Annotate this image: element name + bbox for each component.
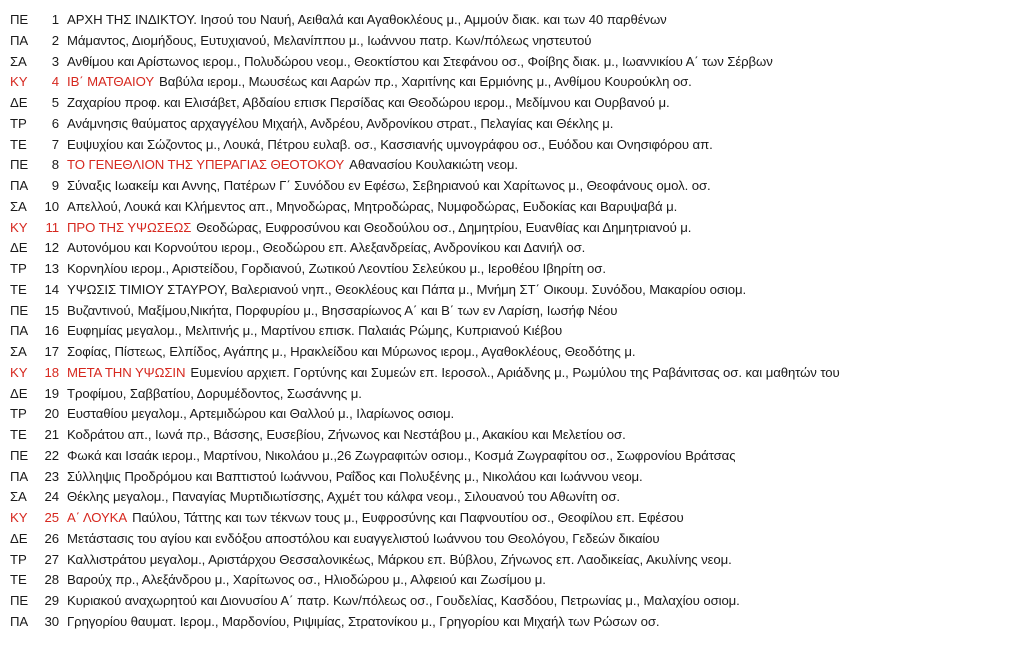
calendar-row [10, 489, 1020, 510]
saints-list: Κυριακού αναχωρητού και Διονυσίου Α΄ πατρ. Κων/πόλεως οσ., Γουδελίας, Κασδόου, Πετρωνίας μ., Μαλαχίου οσιομ. [67, 593, 740, 608]
date-number: 18 [44, 364, 59, 380]
weekday-label: ΣΑ [10, 344, 27, 359]
saints-list: Θεοδώρας, Ευφροσύνου και Θεοδούλου οσ., Δημητρίου, Ευανθίας και Δημητριανού μ. [196, 219, 692, 235]
date-number: 12 [44, 240, 59, 256]
calendar-row [10, 12, 1020, 33]
date-number: 22 [44, 447, 59, 463]
saints-list: Απελλού, Λουκά και Κλήμεντος απ., Μηνοδώρας, Μητροδώρας, Νυμφοδώρας, Ευδοκίας και Βαρυψαβά μ. [67, 198, 678, 214]
calendar-row [10, 593, 1020, 614]
saints-list: Ευφημίας μεγαλομ., Μελιτινής μ., Μαρτίνου επισκ. Παλαιάς Ρώμης, Κυπριανού Κιέβου [67, 323, 563, 339]
feast-title: ΜΕΤΑ ΤΗΝ ΥΨΩΣΙΝ [67, 364, 186, 380]
date-number: 24 [44, 489, 59, 505]
saints-list: Κοδράτου απ., Ιωνά πρ., Βάσσης, Ευσεβίου, Ζήνωνος και Νεστάβου μ., Ακακίου και Μελετίου οσ. [67, 427, 626, 442]
date-number: 9 [51, 178, 59, 193]
saints-list: Ανάμνησις θαύματος αρχαγγέλου Μιχαήλ, Ανδρέου, Ανδρονίκου στρατ., Πελαγίας και Θέκλης μ. [67, 115, 614, 131]
calendar-row [10, 220, 1020, 241]
saints-calendar [10, 12, 1020, 635]
calendar-row [10, 116, 1020, 137]
weekday-label: ΠΕ [10, 157, 29, 173]
weekday-label: ΚΥ [10, 219, 28, 235]
calendar-row [10, 427, 1020, 448]
weekday-label: ΠΑ [10, 32, 29, 48]
date-number: 27 [44, 551, 59, 567]
date-number: 21 [44, 427, 59, 442]
date-number: 30 [44, 613, 59, 629]
calendar-row [10, 137, 1020, 158]
saints-list: Αθανασίου Κουλακιώτη νεομ. [349, 157, 518, 173]
date-number: 10 [44, 198, 59, 214]
weekday-label: ΔΕ [10, 385, 28, 401]
calendar-row [10, 95, 1020, 116]
feast-title: ΠΡΟ ΤΗΣ ΥΨΩΣΕΩΣ [67, 219, 192, 235]
date-number: 23 [44, 468, 59, 484]
weekday-label: ΚΥ [10, 510, 28, 525]
calendar-row [10, 510, 1020, 531]
date-number: 1 [51, 12, 59, 27]
weekday-label: ΠΑ [10, 178, 29, 193]
saints-list: Ευμενίου αρχιεπ. Γορτύνης και Συμεών επ. Ιεροσολ., Αριάδνης μ., Ρωμύλου της Ραβάνιτσας οσ. και μαθητών του [190, 364, 840, 380]
date-number: 8 [51, 157, 59, 173]
date-number: 7 [51, 136, 59, 152]
calendar-row [10, 261, 1020, 282]
weekday-label: ΠΑ [10, 613, 29, 629]
date-number: 14 [44, 281, 59, 297]
weekday-label: ΚΥ [10, 74, 28, 90]
weekday-label: ΣΑ [10, 198, 27, 214]
date-number: 20 [44, 406, 59, 422]
weekday-label: ΣΑ [10, 53, 27, 69]
weekday-label: ΔΕ [10, 530, 28, 546]
weekday-label: ΤΡ [10, 406, 27, 422]
date-number: 13 [44, 261, 59, 276]
date-number: 28 [44, 572, 59, 588]
saints-list: Ανθίμου και Αρίστωνος ιερομ., Πολυδώρου νεομ., Θεοκτίστου και Στεφάνου οσ., Φοίβης διακ. μ., Ιωαννικίου Α΄ των Σέρβων [67, 53, 773, 69]
weekday-label: ΤΡ [10, 551, 27, 567]
saints-list: Σύλληψις Προδρόμου και Βαπτιστού Ιωάννου, Ραΐδος και Πολυξένης μ., Νικολάου και Ιωάννου νεομ. [67, 468, 643, 484]
calendar-row [10, 572, 1020, 593]
weekday-label: ΠΕ [10, 12, 29, 27]
saints-list: Μετάστασις του αγίου και ενδόξου αποστόλου και ευαγγελιστού Ιωάννου του Θεολόγου, Γεδεών δικαίου [67, 530, 660, 546]
date-number: 25 [44, 510, 59, 525]
date-number: 29 [44, 593, 59, 608]
date-number: 4 [51, 74, 59, 90]
weekday-label: ΤΡ [10, 115, 27, 131]
saints-list: Γρηγορίου θαυματ. Ιερομ., Μαρδονίου, Ριψιμίας, Στρατονίκου μ., Γρηγορίου και Μιχαήλ των Ρώσων οσ. [67, 613, 660, 629]
saints-list: Θέκλης μεγαλομ., Παναγίας Μυρτιδιωτίσσης, Αχμέτ του κάλφα νεομ., Σιλουανού του Αθωνίτη οσ. [67, 489, 620, 505]
calendar-row [10, 365, 1020, 386]
feast-title: ΙΒ΄ ΜΑΤΘΑΙΟΥ [67, 74, 155, 90]
weekday-label: ΤΡ [10, 261, 27, 276]
calendar-row [10, 323, 1020, 344]
weekday-label: ΤΕ [10, 427, 27, 442]
date-number: 2 [51, 32, 59, 48]
saints-list: Φωκά και Ισαάκ ιερομ., Μαρτίνου, Νικολάου μ.,26 Ζωγραφιτών οσιομ., Κοσμά Ζωγραφίτου οσ., Σωφρονίου Βράτσας [67, 447, 736, 463]
calendar-row [10, 448, 1020, 469]
date-number: 17 [44, 344, 59, 359]
weekday-label: ΤΕ [10, 136, 27, 152]
weekday-label: ΤΕ [10, 281, 27, 297]
saints-list: Αυτονόμου και Κορνούτου ιερομ., Θεοδώρου επ. Αλεξανδρείας, Ανδρονίκου και Δανιήλ οσ. [67, 240, 586, 256]
calendar-row [10, 531, 1020, 552]
saints-list: ΥΨΩΣΙΣ ΤΙΜΙΟΥ ΣΤΑΥΡΟΥ, Βαλεριανού νηπ., Θεοκλέους και Πάπα μ., Μνήμη ΣΤ΄ Οικουμ. Συνόδου, Μακαρίου οσιομ. [67, 281, 747, 297]
saints-list: Ευψυχίου και Σώζοντος μ., Λουκά, Πέτρου ευλαβ. οσ., Κασσιανής υμνογράφου οσ., Ευόδου και Ονησιφόρου απ. [67, 136, 713, 152]
date-number: 16 [44, 323, 59, 339]
weekday-label: ΠΕ [10, 302, 29, 318]
calendar-row [10, 157, 1020, 178]
saints-list: ΑΡΧΗ ΤΗΣ ΙΝΔΙΚΤΟΥ. Ιησού του Ναυή, Αειθαλά και Αγαθοκλέους μ., Αμμούν διακ. και των 40 παρθένων [67, 12, 667, 27]
calendar-row [10, 344, 1020, 365]
saints-list: Σύναξις Ιωακείμ και Αννης, Πατέρων Γ΄ Συνόδου εν Εφέσω, Σεβηριανού και Χαρίτωνος μ., Θεοφάνους ομολ. οσ. [67, 178, 711, 193]
date-number: 26 [44, 530, 59, 546]
saints-list: Παύλου, Τάττης και των τέκνων τους μ., Ευφροσύνης και Παφνουτίου οσ., Θεοφίλου επ. Εφέσου [132, 510, 684, 525]
weekday-label: ΠΕ [10, 593, 29, 608]
calendar-row [10, 74, 1020, 95]
saints-list: Τροφίμου, Σαββατίου, Δορυμέδοντος, Σωσάννης μ. [67, 385, 362, 401]
saints-list: Μάμαντος, Διομήδους, Ευτυχιανού, Μελανίππου μ., Ιωάννου πατρ. Κων/πόλεως νηστευτού [67, 32, 592, 48]
date-number: 15 [44, 302, 59, 318]
weekday-label: ΠΑ [10, 468, 29, 484]
feast-title: ΤΟ ΓΕΝΕΘΛΙΟΝ ΤΗΣ ΥΠΕΡΑΓΙΑΣ ΘΕΟΤΟΚΟΥ [67, 157, 345, 173]
saints-list: Ευσταθίου μεγαλομ., Αρτεμιδώρου και Θαλλού μ., Ιλαρίωνος οσιομ. [67, 406, 455, 422]
saints-list: Βαβύλα ιερομ., Μωυσέως και Ααρών πρ., Χαριτίνης και Ερμιόνης μ., Ανθίμου Κουρούκλη οσ. [159, 74, 692, 90]
date-number: 19 [44, 385, 59, 401]
weekday-label: ΚΥ [10, 364, 28, 380]
saints-list: Καλλιστράτου μεγαλομ., Αριστάρχου Θεσσαλονικέως, Μάρκου επ. Βύβλου, Ζήνωνος επ. Λαοδικείας, Ακυλίνης νεομ. [67, 551, 732, 567]
weekday-label: ΠΕ [10, 447, 29, 463]
feast-title: Α΄ ΛΟΥΚΑ [67, 510, 128, 525]
calendar-rows [10, 12, 1020, 635]
date-number: 6 [51, 115, 59, 131]
saints-list: Βαρούχ πρ., Αλεξάνδρου μ., Χαρίτωνος οσ., Ηλιοδώρου μ., Αλφειού και Ζωσίμου μ. [67, 572, 546, 588]
weekday-label: ΤΕ [10, 572, 27, 588]
weekday-label: ΔΕ [10, 95, 28, 110]
weekday-label: ΔΕ [10, 240, 28, 256]
saints-list: Ζαχαρίου προφ. και Ελισάβετ, Αβδαίου επισκ Περσίδας και Θεοδώρου ιερομ., Μεδίμνου και Ουρβανού μ. [67, 95, 670, 110]
saints-list: Βυζαντινού, Μαξίμου,Νικήτα, Πορφυρίου μ., Βησσαρίωνος Α΄ και Β΄ των εν Λαρίση, Ιωσήφ Νέου [67, 302, 618, 318]
calendar-row [10, 199, 1020, 220]
calendar-row [10, 54, 1020, 75]
weekday-label: ΠΑ [10, 323, 29, 339]
calendar-row [10, 552, 1020, 573]
calendar-row [10, 386, 1020, 407]
calendar-row [10, 282, 1020, 303]
calendar-row [10, 614, 1020, 635]
date-number: 3 [51, 53, 59, 69]
calendar-row [10, 406, 1020, 427]
saints-list: Σοφίας, Πίστεως, Ελπίδος, Αγάπης μ., Ηρακλείδου και Μύρωνος ιερομ., Αγαθοκλέους, Θεοδότης μ. [67, 344, 636, 359]
weekday-label: ΣΑ [10, 489, 27, 505]
calendar-row [10, 178, 1020, 199]
calendar-row [10, 469, 1020, 490]
saints-list: Κορνηλίου ιερομ., Αριστείδου, Γορδιανού, Ζωτικού Λεοντίου Σελεύκου μ., Ιεροθέου Ιβηρίτη οσ. [67, 261, 606, 276]
calendar-row [10, 240, 1020, 261]
calendar-row [10, 33, 1020, 54]
date-number: 5 [51, 95, 59, 110]
date-number: 11 [45, 219, 59, 235]
calendar-row [10, 303, 1020, 324]
